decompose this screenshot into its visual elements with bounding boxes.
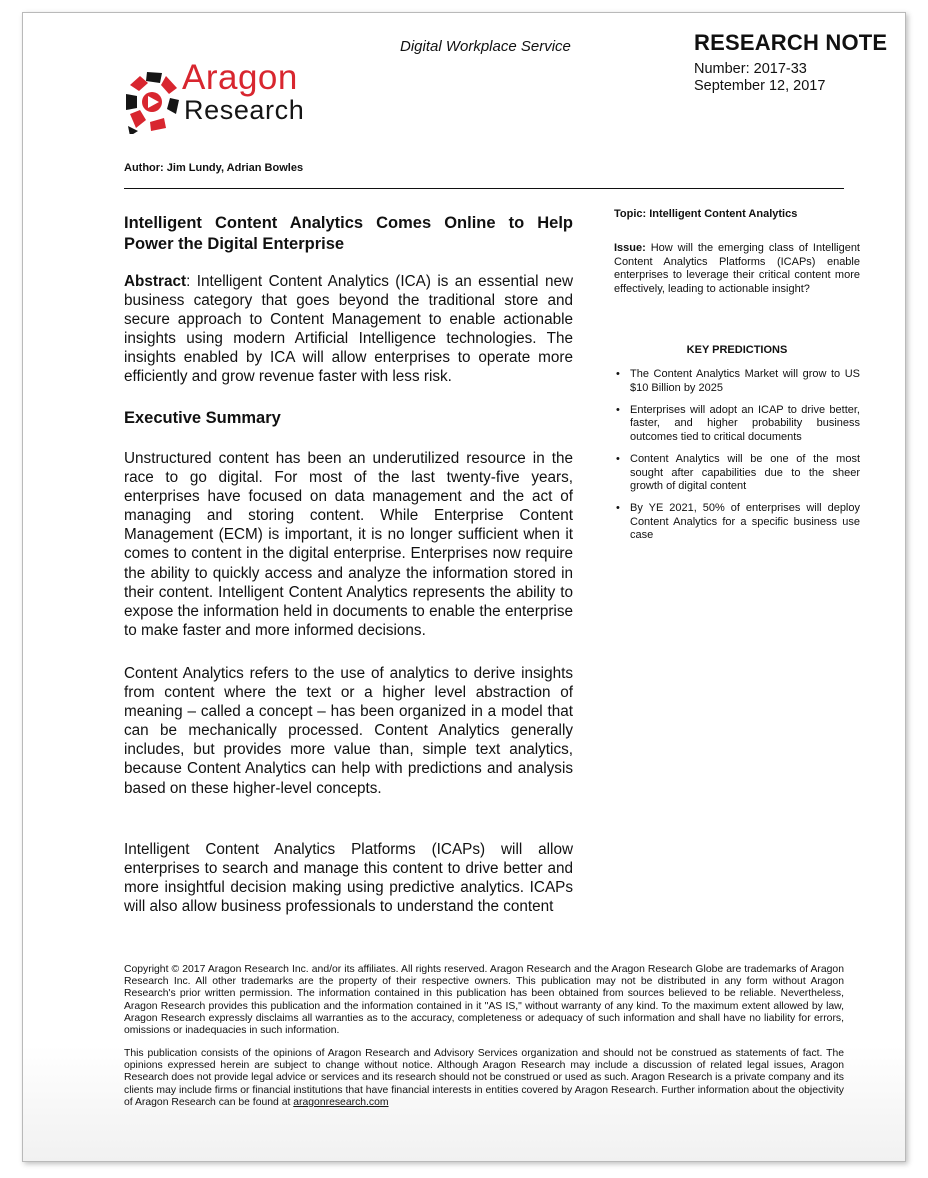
header-divider — [124, 188, 844, 189]
document-meta — [694, 61, 825, 95]
service-name: Digital Workplace Service — [400, 38, 571, 55]
issue-paragraph — [614, 242, 860, 296]
document-date: September 12, 2017 — [694, 78, 826, 94]
body-paragraph: Intelligent Content Analytics Platforms (ICAPs) will allow enterprises to search and manage this content to drive better and more insightful decision making using predictive analytics. ICAPs will also allow business professionals to understand the content — [124, 841, 573, 916]
prediction-item: • The Content Analytics Market will grow to US $10 Billion by 2025 — [614, 368, 860, 395]
issue-label: Issue: — [614, 242, 646, 254]
body-paragraph: Content Analytics refers to the use of analytics to derive insights from content where the text or a higher level abstraction of meaning – called a concept – has been organized in a model that can be mechanically processed. Content Analytics generally includes, but provides more value than, simple text analytics, because Content Analytics can help with predictions and analysis based on these higher-level concepts. — [124, 665, 573, 797]
document-title: Intelligent Content Analytics Comes Online to Help Power the Digital Enterprise — [124, 214, 573, 253]
document-number: Number: 2017-33 — [694, 61, 807, 77]
executive-summary-heading: Executive Summary — [124, 409, 281, 427]
prediction-item: • By YE 2021, 50% of enterprises will deploy Content Analytics for a specific business use case — [614, 502, 860, 543]
issue-text: How will the emerging class of Intelligent Content Analytics Platforms (ICAPs) enable enterprises to leverage their critical content more effectively, leading to actionable insight? — [614, 242, 860, 295]
abstract-paragraph — [124, 272, 573, 387]
copyright-notice: Copyright © 2017 Aragon Research Inc. and/or its affiliates. All rights reserved. Aragon Research and the Aragon Research Globe are trademarks of Aragon Research Inc. All other trademarks are the property of their respective owners. This publication may not be distributed in any form without Aragon Research's prior written permission. The information contained in this publication has been obtained from sources believed to be reliable. Nevertheless, Aragon Research provides this publication and the information contained in it "AS IS," without warranty of any kind. To the maximum extent allowed by law, Aragon Research expressly disclaims all warranties as to the accuracy, completeness or adequacy of such information and shall have no liability for errors, omissions or inadequacies in such information. — [124, 964, 844, 1037]
logo-text-research: Research — [184, 95, 305, 125]
document-type-title: RESEARCH NOTE — [694, 30, 888, 55]
abstract-text: : Intelligent Content Analytics (ICA) is an essential new business category that goes beyond the traditional store and secure approach to Content Management to enable actionable insights using modern Artificial Intelligence technologies. The insights enabled by ICA will allow enterprises to operate more efficiently and grow revenue faster with less risk. — [124, 273, 573, 386]
disclaimer-text: This publication consists of the opinions of Aragon Research and Advisory Services organization and should not be construed as statements of fact. The opinions expressed herein are subject to change without notice. Although Aragon Research may include a discussion of related legal issues, Aragon Research does not provide legal advice or services and its research should not be construed or used as such. Aragon Research is a private company and its clients may include firms or financial institutions that have financial interests in entities covered by Aragon Research. Further information about the objectivity of Aragon Research can be found at — [124, 1048, 844, 1108]
body-paragraph: Unstructured content has been an underutilized resource in the race to go digital. For most of the last twenty-five years, enterprises have focused on data management and the act of managing and storing content. While Enterprise Content Management (ECM) is important, it is no longer sufficient when it comes to content in the digital enterprise. Enterprises now require the ability to quickly access and analyze the information stored in their content. Intelligent Content Analytics represents the ability to expose the information held in documents to enable the enterprise to make faster and more informed decisions. — [124, 450, 573, 639]
topic-label: Topic: Intelligent Content Analytics — [614, 208, 798, 220]
aragon-website-link[interactable]: aragonresearch.com — [293, 1096, 389, 1108]
abstract-label: Abstract — [124, 273, 187, 290]
prediction-item: • Content Analytics will be one of the most sought after capabilities due to the sheer growth of digital content — [614, 453, 860, 494]
aragon-logo — [124, 58, 334, 134]
disclaimer-notice — [124, 1048, 844, 1109]
prediction-item: • Enterprises will adopt an ICAP to drive better, faster, and higher probability business outcomes tied to critical documents — [614, 404, 860, 445]
logo-text-aragon: Aragon — [182, 58, 298, 97]
key-predictions-heading: KEY PREDICTIONS — [686, 344, 788, 356]
aragon-globe-icon — [124, 64, 180, 134]
author-line: Author: Jim Lundy, Adrian Bowles — [124, 162, 304, 174]
key-predictions-list — [614, 368, 860, 552]
